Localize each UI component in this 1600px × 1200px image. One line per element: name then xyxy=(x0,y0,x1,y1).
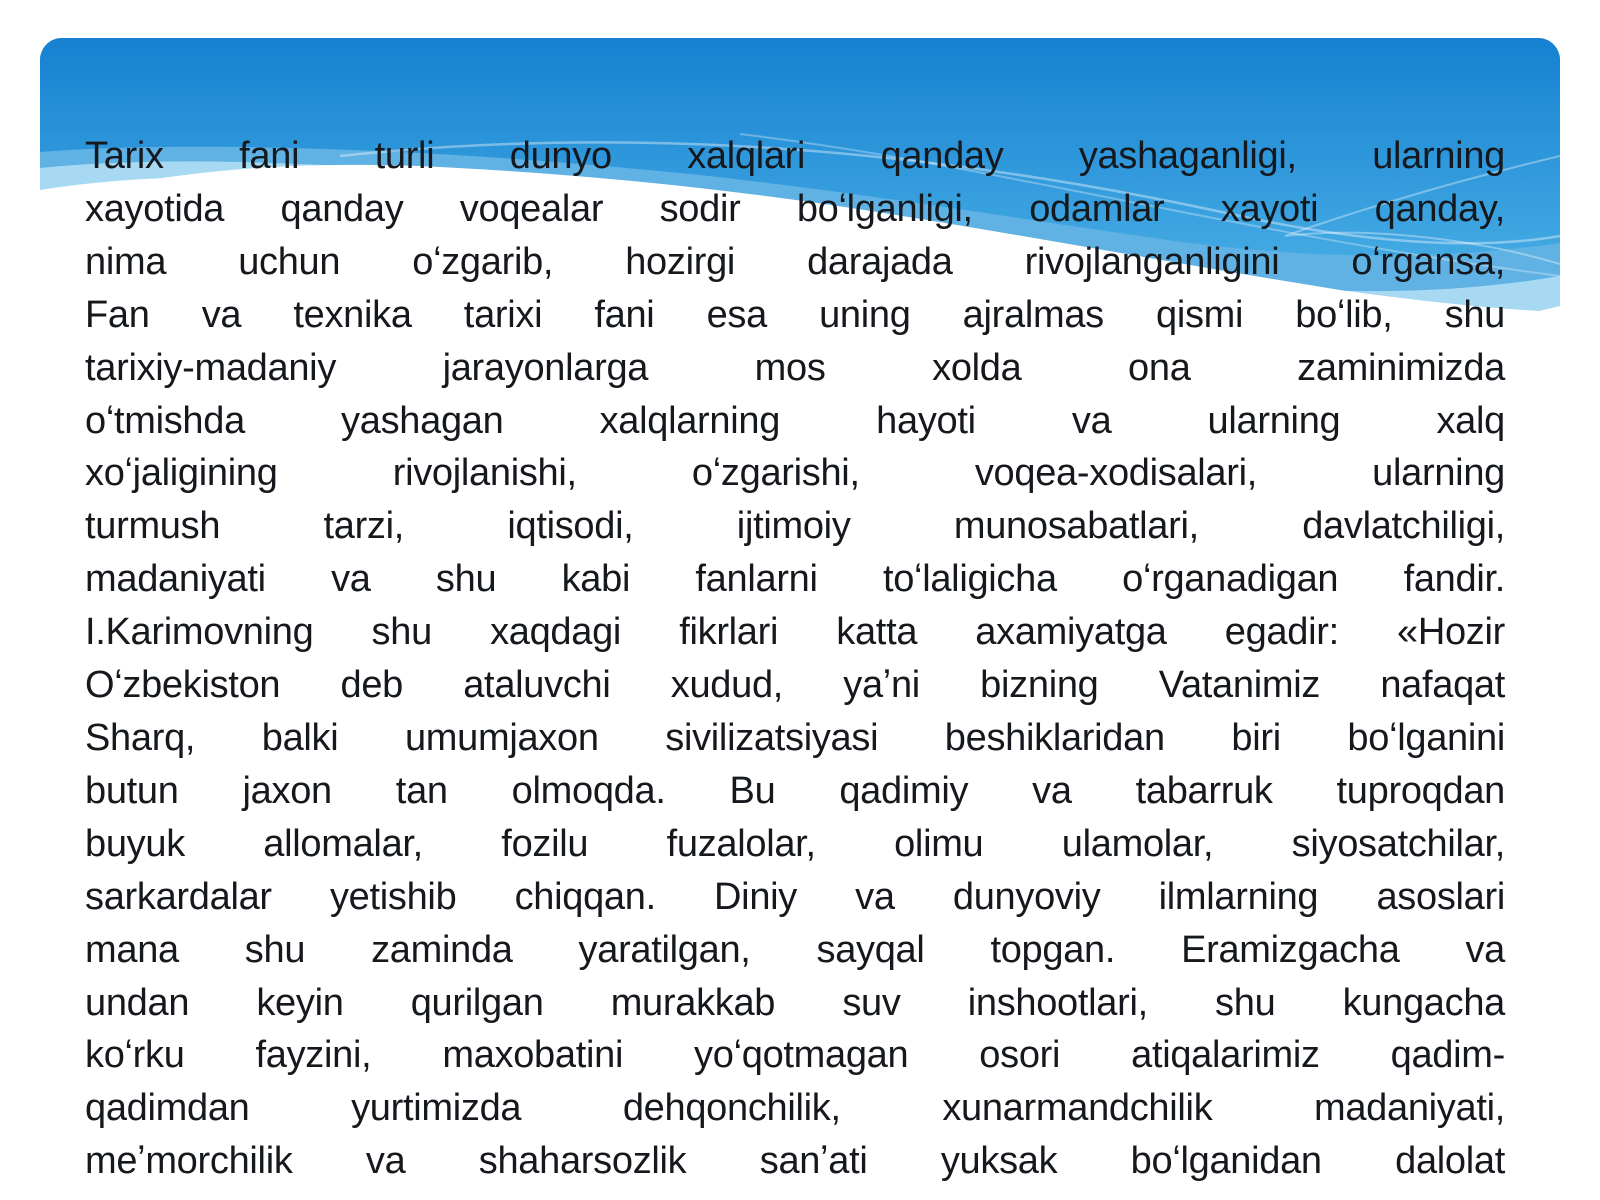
text-line: mana shu zaminda yaratilgan, sayqal topgan. Eramizgacha va xyxy=(85,928,1505,971)
text-line: qadimdan yurtimizda dehqonchilik, xunarmandchilik madaniyati, xyxy=(85,1087,1505,1130)
text-line: oʻtmishda yashagan xalqlarning hayoti va ularning xalq xyxy=(85,399,1505,442)
text-line: Sharq, balki umumjaxon sivilizatsiyasi beshiklaridan biri boʻlganini xyxy=(85,716,1505,759)
text-line: buyuk allomalar, fozilu fuzalolar, olimu ulamolar, siyosatchilar, xyxy=(85,822,1505,865)
text-line: madaniyati va shu kabi fanlarni toʻlaligicha oʻrganadigan fandir. xyxy=(85,558,1505,601)
text-line: turmush tarzi, iqtisodi, ijtimoiy munosabatlari, davlatchiligi, xyxy=(85,505,1505,548)
text-line: Fan va texnika tarixi fani esa uning ajralmas qismi boʻlib, shu xyxy=(85,293,1505,336)
text-line: meʼmorchilik va shaharsozlik sanʼati yuksak boʻlganidan dalolat xyxy=(85,1140,1505,1183)
text-line: xoʻjaligining rivojlanishi, oʻzgarishi, voqea-xodisalari, ularning xyxy=(85,452,1505,495)
text-line: nima uchun oʻzgarib, hozirgi darajada rivojlanganligini oʻrgansa, xyxy=(85,240,1505,283)
text-line: xayotida qanday voqealar sodir boʻlganligi, odamlar xayoti qanday, xyxy=(85,187,1505,230)
slide-card xyxy=(40,38,1560,1200)
text-line: I.Karimovning shu xaqdagi fikrlari katta axamiyatga egadir: «Hozir xyxy=(85,611,1505,654)
text-line: Tarix fani turli dunyo xalqlari qanday yashaganligi, ularning xyxy=(85,135,1505,177)
text-line: koʻrku fayzini, maxobatini yoʻqotmagan osori atiqalarimiz qadim- xyxy=(85,1034,1505,1077)
text-line: sarkardalar yetishib chiqqan. Diniy va dunyoviy ilmlarning asoslari xyxy=(85,875,1505,918)
text-line: undan keyin qurilgan murakkab suv inshootlari, shu kungacha xyxy=(85,981,1505,1024)
slide-text-block xyxy=(85,130,1505,1188)
text-line: tarixiy-madaniy jarayonlarga mos xolda ona zaminimizda xyxy=(85,346,1505,389)
text-line: Oʻzbekiston deb ataluvchi xudud, yaʼni bizning Vatanimiz nafaqat xyxy=(85,664,1505,707)
text-line: butun jaxon tan olmoqda. Bu qadimiy va tabarruk tuproqdan xyxy=(85,769,1505,812)
